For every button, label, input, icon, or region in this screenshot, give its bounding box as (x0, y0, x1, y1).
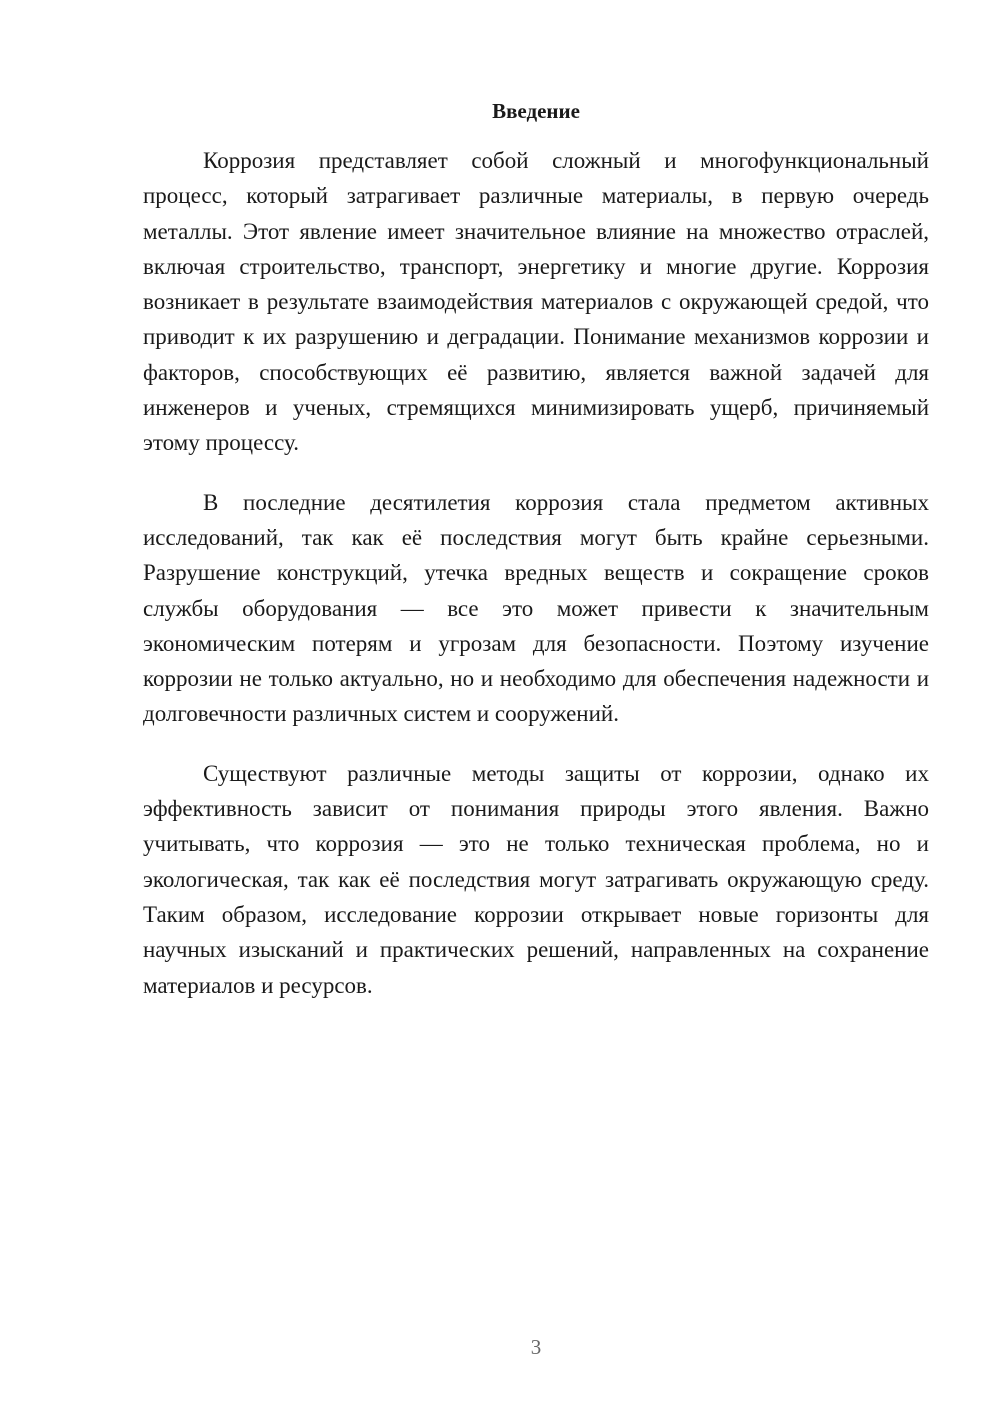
paragraph-1: Коррозия представляет собой сложный и многофункциональный процесс, который затрагивает различные материалы, в первую очередь металлы. Этот явление имеет значительное влияние на множество отраслей, включая строительство, транспорт, энергетику и многие другие. Коррозия возникает в результате взаимодействия материалов с окружающей средой, что приводит к их разрушению и деградации. Понимание механизмов коррозии и факторов, способствующих её развитию, является важной задачей для инженеров и ученых, стремящихся минимизировать ущерб, причиняемый этому процессу. (143, 148, 929, 456)
paragraph-3: Существуют различные методы защиты от коррозии, однако их эффективность зависит от понимания природы этого явления. Важно учитывать, что коррозия — это не только техническая проблема, но и экологическая, так как её последствия могут затрагивать окружающую среду. Таким образом, исследование коррозии открывает новые горизонты для научных изысканий и практических решений, направленных на сохранение материалов и ресурсов. (143, 760, 929, 998)
paragraph-2: В последние десятилетия коррозия стала предметом активных исследований, так как её последствия могут быть крайне серьезными. Разрушение конструкций, утечка вредных веществ и сокращение сроков службы оборудования — все это может привести к значительным экономическим потерям и угрозам для безопасности. Поэтому изучение коррозии не только актуально, но и необходимо для обеспечения надежности и долговечности различных систем и сооружений. (143, 489, 929, 727)
document-body (143, 143, 929, 1027)
page-title: Введение (492, 99, 580, 123)
page-number: 3 (530, 1335, 542, 1359)
